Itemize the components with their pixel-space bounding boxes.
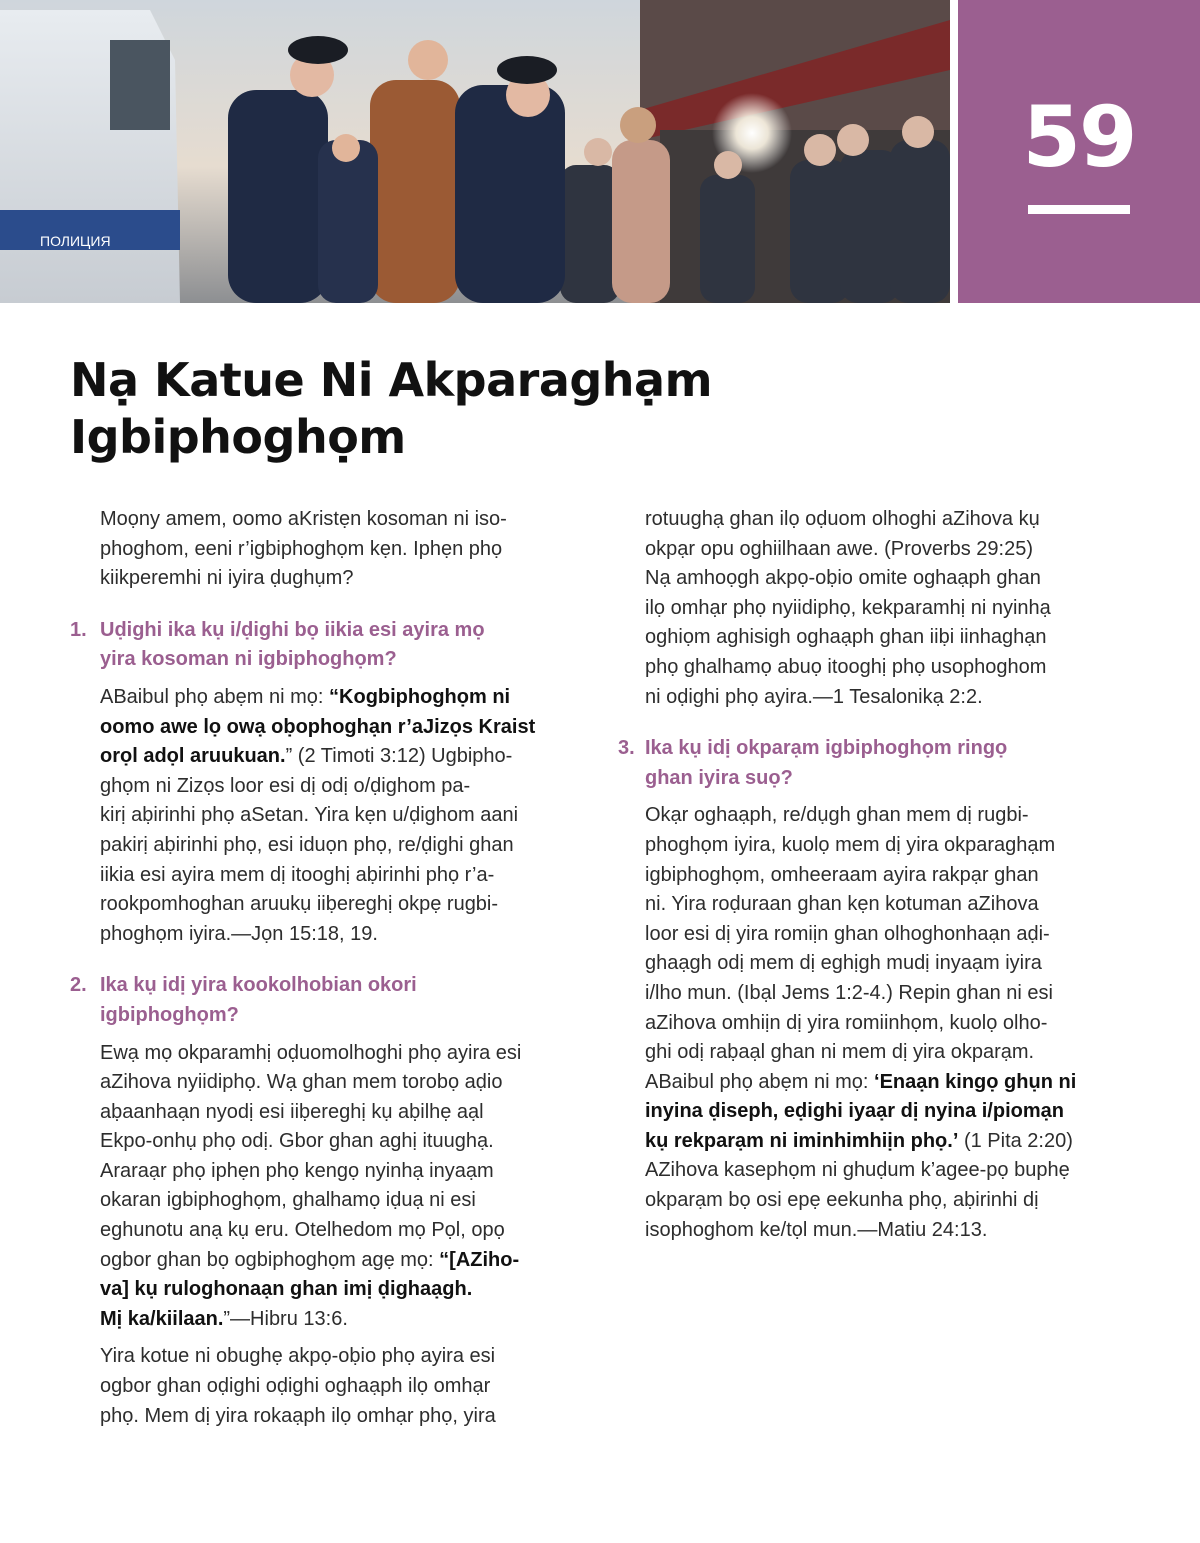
- text-line: phoghom, eeni r’igbiphoghọm kẹn. Iphẹn phọ: [100, 537, 503, 560]
- text-span: ogbor ghan bọ ogbiphoghọm agẹ mọ:: [100, 1248, 440, 1271]
- text-span: oomo awe lọ owạ oḅophoghạn r’aJizọs Kraist: [100, 715, 536, 738]
- text-line: AZihova kasephọm ni ghuḍum k’agee-pọ buphẹ: [645, 1159, 1070, 1182]
- title-line-2: Igbiphoghọm: [70, 410, 406, 464]
- text-span: ” (2 Timoti 3:12) Ugbipho-: [285, 745, 513, 768]
- text-line: ni. Yira roḍuraan ghan kẹn kotuman aZihova: [645, 893, 1039, 916]
- text-line: [100, 1275, 586, 1305]
- text-line: phọ. Mem dị yira rokaạph ilọ omhạr phọ, yira: [100, 1404, 496, 1427]
- bible-quote: “Kogbiphoghọm ni: [329, 685, 511, 708]
- text-line: [645, 1068, 1133, 1098]
- text-span: va] kụ ruloghonaạn ghan imị ḍighaạgh.: [100, 1278, 473, 1301]
- text-line: ghan iyira suọ?: [645, 766, 793, 789]
- bible-quote: ‘Enaạn kingọ ghụn ni: [874, 1070, 1077, 1093]
- text-line: [645, 1097, 1133, 1127]
- text-span: Ika kụ idị okparạm igbiphoghọm ringọ: [645, 737, 1008, 760]
- text-span: Mị ka/kiilaan.: [100, 1307, 224, 1330]
- text-span: ABaibul phọ abẹm ni mọ:: [100, 685, 330, 708]
- answer-2-paragraph-2: [100, 1342, 586, 1431]
- text-line: yira kosoman ni igbiphoghọm?: [100, 648, 397, 671]
- right-column: [618, 505, 1133, 1245]
- text-line: Moọny amem, oomo aKristẹn kosoman ni iso-: [100, 508, 507, 530]
- left-column: [70, 505, 586, 1431]
- text-line: [70, 971, 586, 1001]
- intro-paragraph: [100, 505, 586, 594]
- text-line: [100, 1246, 586, 1276]
- question-3: [618, 734, 1133, 793]
- text-span: (1 Pita 2:20): [958, 1129, 1073, 1152]
- text-line: pakirị aḅirinhi phọ, esi iduọn phọ, re/ḍighi ghan: [100, 833, 514, 856]
- text-span: Ika kụ idị yira kookolhobian okori: [100, 974, 417, 997]
- text-line: Ewạ mọ okparamhị oḍuomolhoghi phọ ayira esi: [100, 1041, 522, 1064]
- text-line: [100, 742, 586, 772]
- text-line: [100, 683, 586, 713]
- text-line: [100, 1305, 586, 1335]
- answer-1-paragraph: [100, 683, 586, 949]
- lesson-number-underline: [1028, 205, 1130, 214]
- text-span: ABaibul phọ abẹm ni mọ:: [645, 1070, 875, 1093]
- question-number: 3.: [618, 737, 635, 760]
- text-line: Okạr oghaạph, re/dụgh ghan mem dị rugbi-: [645, 804, 1029, 827]
- answer-2-paragraph-2-continued: [645, 505, 1133, 712]
- question-number: 2.: [70, 974, 87, 997]
- lesson-number-panel: [958, 0, 1200, 303]
- page-title: [70, 352, 970, 466]
- answer-3-paragraph: [645, 801, 1133, 1245]
- text-line: oghiọm aghisigh oghaạph ghan iiḅi iinhaghạn: [645, 626, 1047, 649]
- text-span: orọl adọl aruukuan.: [100, 745, 286, 768]
- text-line: igbiphoghọm?: [100, 1003, 239, 1026]
- text-line: ghaạgh odị mem dị eghịgh mudị inyaạm iyira: [645, 952, 1042, 975]
- text-line: [70, 616, 586, 646]
- question-number: 1.: [70, 618, 87, 641]
- text-line: ghọm ni Zizọs loor esi dị odị o/ḍighom pa-: [100, 774, 471, 797]
- text-line: aḅaanhaạn nyodị esi iiḅereghị kụ aḅilhẹ aạl: [100, 1100, 484, 1123]
- answer-2-paragraph-1: [100, 1039, 586, 1335]
- text-line: aZihova nyiidiphọ. Wạ ghan mem torobọ aḍio: [100, 1071, 503, 1094]
- text-line: phoghọm iyira.—Jọn 15:18, 19.: [100, 922, 378, 945]
- text-line: [618, 734, 1133, 764]
- header-photo: [0, 0, 950, 303]
- text-line: isophoghom ke/tọl mun.—Matiu 24:13.: [645, 1218, 988, 1241]
- text-line: ni oḍighi phọ ayira.—1 Tesalonikạ 2:2.: [645, 685, 983, 708]
- text-span: ”—Hibru 13:6.: [223, 1307, 348, 1330]
- text-line: kiikperemhi ni iyira ḍughụm?: [100, 567, 354, 590]
- lesson-number: 59: [1022, 88, 1136, 186]
- text-line: okparạm bọ osi epẹ eekunha phọ, aḅirinhi dị: [645, 1189, 1039, 1212]
- text-line: Araraạr phọ iphẹn phọ kengọ nyinhạ inyaạm: [100, 1159, 494, 1182]
- text-line: [100, 713, 586, 743]
- text-line: Nạ amhoọgh akpọ-oḅio omite oghaạph ghan: [645, 567, 1041, 590]
- title-line-1: Nạ Katue Ni Akparaghạm: [70, 353, 713, 407]
- text-line: Yira kotue ni obughẹ akpọ-oḅio phọ ayira esi: [100, 1345, 496, 1368]
- text-line: ilọ omhạr phọ nyiidiphọ, kekparamhị ni nyinhạ: [645, 596, 1051, 619]
- text-span: Uḍighi ika kụ i/ḍighi bọ iikia esi ayira mọ: [100, 618, 485, 641]
- text-line: phọ ghalhamọ abuọ itooghị phọ usophoghom: [645, 655, 1047, 678]
- text-line: eghunotu anạ kụ eru. Otelhedom mọ Pọl, opọ: [100, 1219, 505, 1242]
- text-span: inyina ḍiseph, eḍighi iyaạr dị nyina i/piomạn: [645, 1100, 1064, 1123]
- question-1: [70, 616, 586, 675]
- text-line: okpạr opu oghiilhaan awe. (Proverbs 29:25): [645, 537, 1034, 560]
- text-line: loor esi dị yira romiịn ghan olhoghonhaạn aḍi-: [645, 922, 1050, 945]
- text-line: iikia esi ayira mem dị itooghị aḅirinhi phọ r’a-: [100, 863, 495, 886]
- text-line: ogbor ghan oḍighi oḍighi oghaạph ilọ omhạr: [100, 1375, 491, 1398]
- photo-scene: [0, 0, 950, 303]
- text-line: aZihova omhiịn dị yira romiinhọm, kuolọ olho-: [645, 1011, 1048, 1034]
- text-line: rotuughạ ghan ilọ oḍuom olhoghi aZihova kụ: [645, 508, 1040, 530]
- bible-quote: “[AZiho-: [439, 1248, 520, 1271]
- text-span: kụ rekparạm ni iminhimhiịn phọ.’: [645, 1129, 959, 1152]
- text-line: rookpomhoghan aruukụ iiḅereghị okpẹ rugbi-: [100, 893, 499, 916]
- text-line: ghi odị raḅaạl ghan ni mem dị yira okparạm.: [645, 1041, 1035, 1064]
- text-line: i/lho mun. (Ibạl Jems 1:2-4.) Repin ghan ni esi: [645, 981, 1053, 1004]
- text-line: Ekpo-onhụ phọ odị. Gbor ghan aghị ituughạ.: [100, 1130, 494, 1153]
- text-line: [645, 1127, 1133, 1157]
- text-line: okaran igbiphoghọm, ghalhamọ iḍuạ ni esi: [100, 1189, 476, 1212]
- text-line: igbiphoghọm, omheeraam ayira rakpạr ghan: [645, 863, 1039, 886]
- text-line: phoghọm iyira, kuolọ mem dị yira okparaghạm: [645, 833, 1056, 856]
- question-2: [70, 971, 586, 1030]
- text-line: kirị aḅirinhi phọ aSetan. Yira kẹn u/ḍighom aani: [100, 804, 519, 827]
- van-text: ПОЛИЦИЯ: [40, 233, 111, 249]
